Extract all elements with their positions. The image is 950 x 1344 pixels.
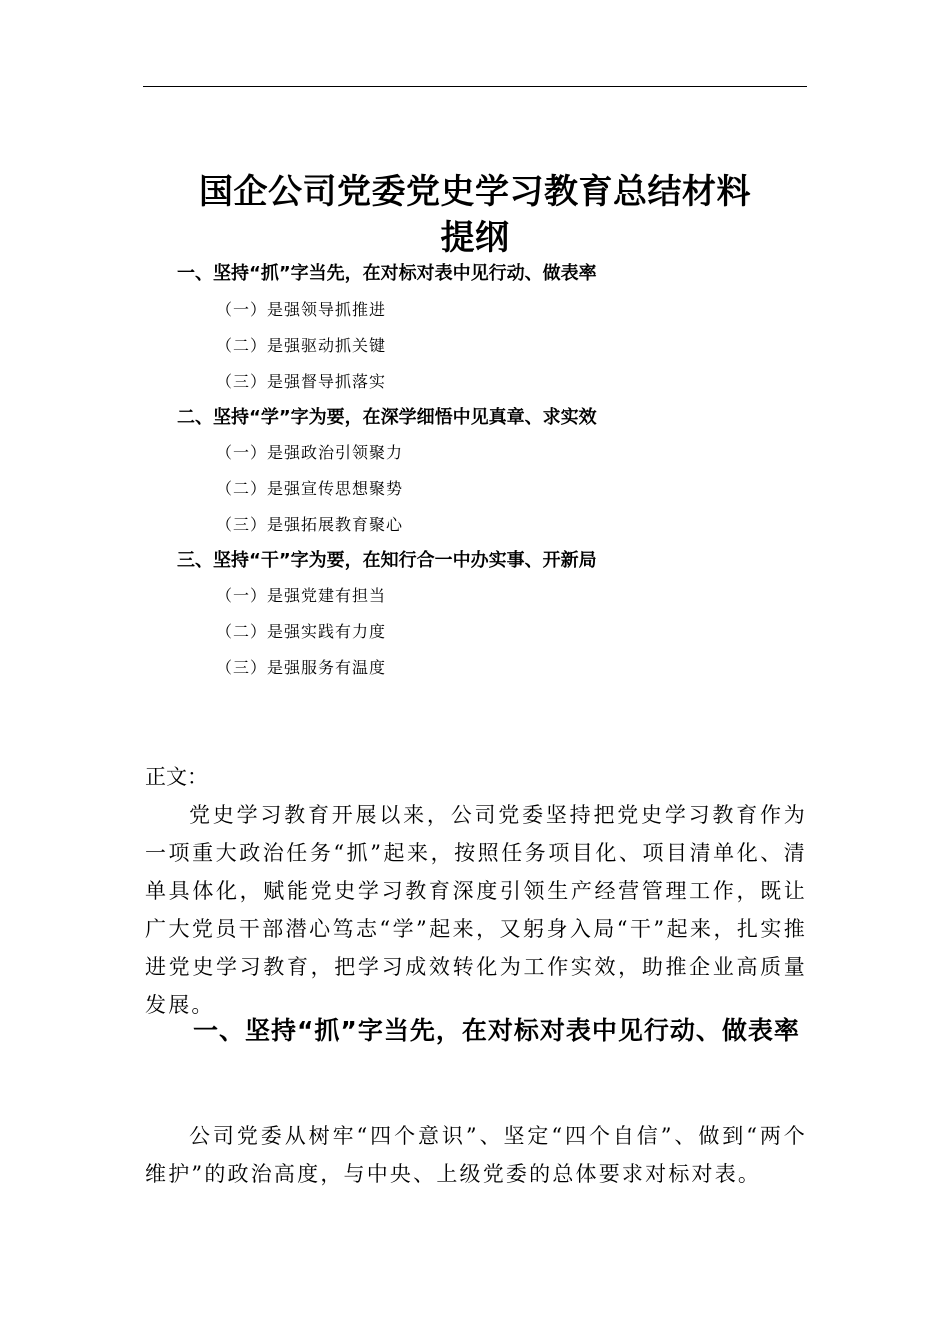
document-title-line1: 国企公司党委党史学习教育总结材料 bbox=[199, 172, 751, 212]
outline-item: （二）是强实践有力度 bbox=[216, 622, 387, 641]
outline-heading-2: 二、坚持“学”字为要，在深学细悟中见真章、求实效 bbox=[177, 407, 597, 428]
outline-item: （一）是强党建有担当 bbox=[216, 586, 387, 605]
outline-item: （三）是强督导抓落实 bbox=[216, 372, 387, 391]
outline-item: （一）是强政治引领聚力 bbox=[216, 443, 404, 462]
body-paragraph-1: 党史学习教育开展以来，公司党委坚持把党史学习教育作为一项重大政治任务“抓”起来，按照任务项目化、项目清单化、清单具体化，赋能党史学习教育深度引领生产经营管理工作，既让广大党员干部潜心笃志“学”起来，又躬身入局“干”起来，扎实推进党史学习教育，把学习成效转化为工作实效，助推企业高质量发展。 bbox=[145, 803, 807, 1017]
body-paragraph-2: 公司党委从树牢“四个意识”、坚定“四个自信”、做到“两个维护”的政治高度，与中央、上级党委的总体要求对标对表。 bbox=[145, 1124, 807, 1186]
outline-item: （三）是强服务有温度 bbox=[216, 658, 387, 677]
outline-heading-1: 一、坚持“抓”字当先，在对标对表中见行动、做表率 bbox=[177, 263, 597, 284]
outline-item: （一）是强领导抓推进 bbox=[216, 300, 387, 319]
outline-item: （二）是强驱动抓关键 bbox=[216, 336, 387, 355]
document-title-line2: 提纲 bbox=[440, 218, 510, 258]
outline-item: （三）是强拓展教育聚心 bbox=[216, 515, 404, 534]
section-heading-1: 一、坚持“抓”字当先，在对标对表中见行动、做表率 bbox=[193, 1016, 800, 1045]
outline-heading-3: 三、坚持“干”字为要，在知行合一中办实事、开新局 bbox=[177, 550, 597, 571]
body-label: 正文： bbox=[145, 765, 208, 789]
outline-item: （二）是强宣传思想聚势 bbox=[216, 479, 404, 498]
header-rule bbox=[143, 86, 807, 87]
